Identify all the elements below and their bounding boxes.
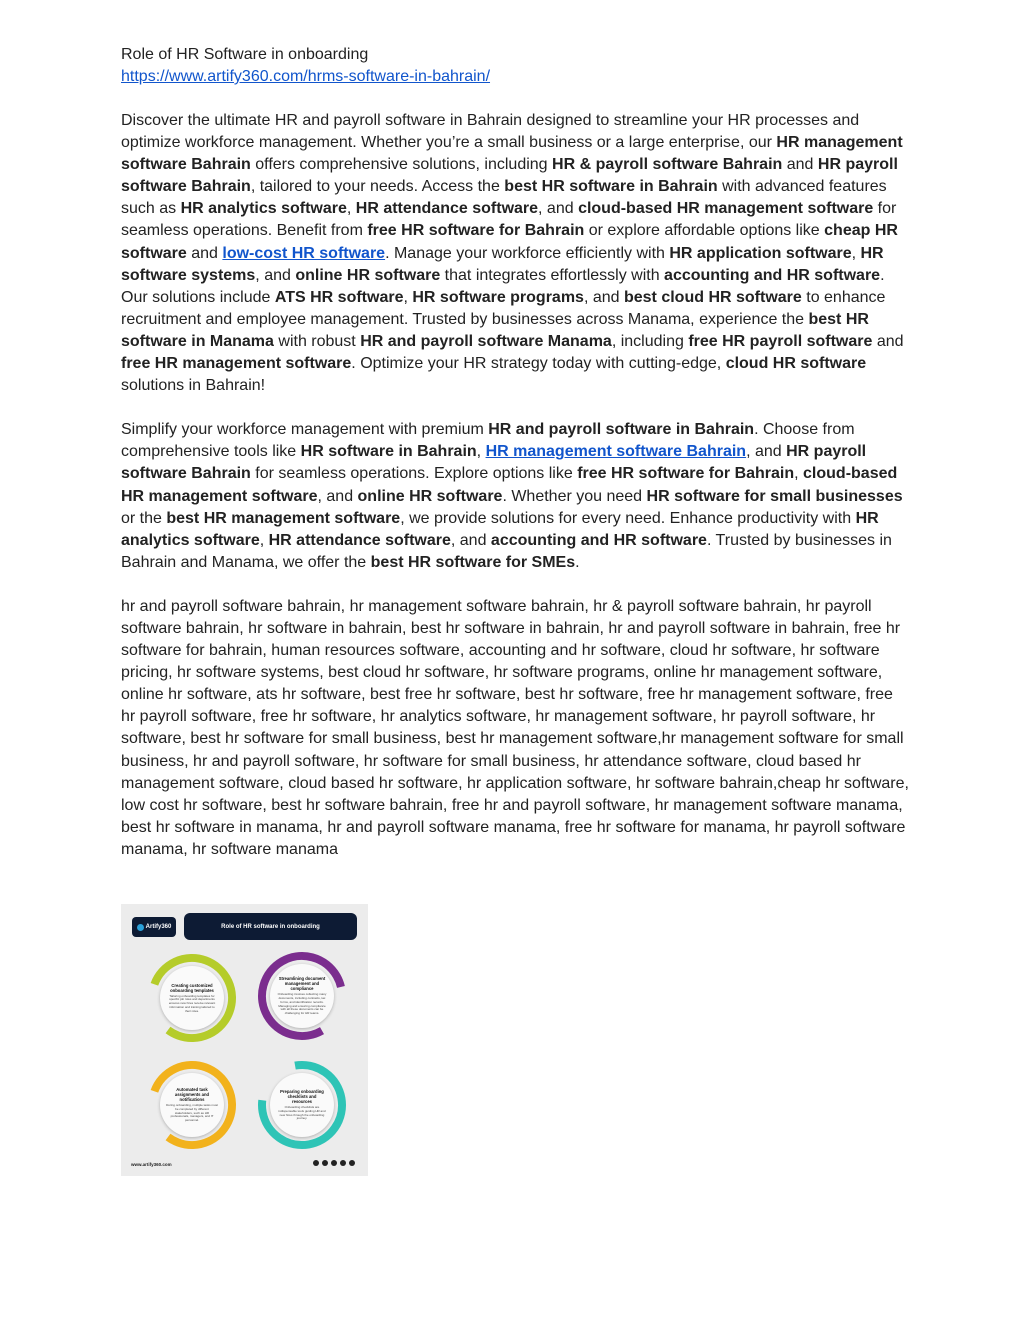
- bold-keyword: free HR software for Bahrain: [367, 222, 585, 240]
- source-url-link[interactable]: https://www.artify360.com/hrms-software-in-bahrain/: [121, 68, 491, 85]
- text-run: . Whether you need: [502, 487, 647, 505]
- bold-keyword: HR attendance software: [268, 531, 451, 549]
- text-run: offers comprehensive solutions, including: [250, 156, 553, 174]
- text-run: , we provide solutions for every need. Enhance productivity with: [400, 509, 856, 527]
- keyword-link[interactable]: HR management software Bahrain: [485, 443, 747, 461]
- text-run: , and: [317, 487, 358, 505]
- text-run: ,: [794, 465, 804, 483]
- item-desc: Onboarding checklists are indispensable tools guiding HR and new hires through the onboarding journey.: [278, 1104, 326, 1121]
- text-run: , and: [450, 531, 491, 549]
- text-run: or the: [121, 509, 167, 527]
- infographic-footer-url: www.artify360.com: [131, 1162, 172, 1167]
- text-run: . Optimize your HR strategy today with cutting-edge,: [351, 355, 726, 373]
- text-run: , and: [538, 200, 579, 218]
- social-icons: [313, 1160, 355, 1166]
- bold-keyword: best HR software for SMEs: [370, 553, 576, 571]
- bold-keyword: HR software in Bahrain: [300, 443, 477, 461]
- text-run: or explore affordable options like: [584, 222, 825, 240]
- item-desc: Onboarding involves collecting many documents, including contracts, tax forms, and identification records. Managing and ensuring compliance with all these documents can be challenging for HR teams.: [277, 992, 327, 1016]
- bold-keyword: free HR payroll software: [688, 332, 873, 350]
- item-heading: Creating customized onboarding templates: [170, 982, 214, 993]
- twitter-icon: [331, 1160, 337, 1166]
- item-desc: Tailoring onboarding templates for specific job roles and departments ensures new hires receive relevant information and training tailored to their roles.: [168, 993, 216, 1013]
- infographic-item-documents: [256, 950, 348, 1042]
- text-run: for seamless operations. Benefit from: [121, 200, 897, 240]
- infographic-item-templates: [146, 952, 238, 1044]
- bold-keyword: best cloud HR software: [623, 288, 802, 306]
- bold-keyword: cheap HR software: [121, 222, 898, 262]
- document-body: [121, 44, 911, 861]
- instagram-icon: [322, 1160, 328, 1166]
- linkedin-icon: [340, 1160, 346, 1166]
- bold-keyword: HR payroll software Bahrain: [121, 156, 898, 196]
- infographic-item-tasks: [146, 1059, 238, 1151]
- bold-keyword: accounting and HR software: [490, 531, 707, 549]
- bold-keyword: online HR software: [357, 487, 503, 505]
- bold-keyword: HR software programs: [412, 288, 584, 306]
- bold-keyword: online HR software: [295, 266, 441, 284]
- bold-keyword: HR and payroll software Manama: [360, 332, 612, 350]
- text-run: ,: [346, 200, 356, 218]
- bold-keyword: accounting and HR software: [664, 266, 881, 284]
- text-run: . Manage your workforce efficiently with: [385, 244, 670, 262]
- text-run: ,: [403, 288, 413, 306]
- bold-keyword: ATS HR software: [274, 288, 404, 306]
- bold-keyword: HR software systems: [121, 244, 884, 284]
- text-run: ,: [851, 244, 861, 262]
- item-desc: During onboarding, multiple tasks must be completed by different stakeholders, such as HR professionals, managers, and IT personnel.: [166, 1103, 218, 1123]
- bold-keyword: best HR management software: [166, 509, 401, 527]
- text-run: that integrates effortlessly with: [440, 266, 665, 284]
- bold-keyword: cloud-based HR management software: [578, 200, 874, 218]
- youtube-icon: [349, 1160, 355, 1166]
- text-run: Simplify your workforce management with premium: [121, 421, 489, 439]
- text-run: Discover the ultimate HR and payroll software in Bahrain designed to streamline your HR processes and optimize workforce management. Whether you’re a small business or a large enterprise, our: [121, 112, 860, 152]
- bold-keyword: HR payroll software Bahrain: [121, 443, 867, 483]
- paragraph-keywords: hr and payroll software bahrain, hr management software bahrain, hr & payroll software bahrain, hr payroll software bahrain, hr software in bahrain, best hr software in bahrain, hr and payroll software in bahrain, free hr software for bahrain, human resources software, accounting and hr software, cloud hr software, hr software pricing, hr software systems, best cloud hr software, hr software programs, online hr management software, online hr software, ats hr software, best free hr software, best hr software, free hr management software, free hr payroll software, free hr software, hr analytics software, hr management software, hr payroll software, hr software, best hr software for small business, best hr management software,hr management software for small business, hr and payroll software, hr software for small business, hr attendance software, cloud based hr management software, cloud based hr software, hr application software, hr software bahrain,cheap hr software, low cost hr software, best hr software bahrain, free hr and payroll software, hr management software manama, best hr software in manama, hr and payroll software manama, free hr software for manama, hr payroll software manama, hr software manama: [121, 597, 909, 858]
- paragraph-simplify: [121, 419, 911, 574]
- text-run: , and: [255, 266, 296, 284]
- infographic-item-checklists: [256, 1059, 348, 1151]
- logo-text: Artify360: [145, 924, 172, 930]
- item-heading: Preparing onboarding checklists and resources: [280, 1088, 324, 1104]
- text-run: for seamless operations. Explore options like: [250, 465, 578, 483]
- bold-keyword: HR analytics software: [180, 200, 347, 218]
- text-run: to enhance recruitment and employee management. Trusted by businesses across Manama, experience the: [121, 288, 886, 328]
- text-run: , and: [746, 443, 787, 461]
- bold-keyword: HR analytics software: [121, 509, 879, 549]
- bold-keyword: HR attendance software: [355, 200, 539, 218]
- text-run: . Our solutions include: [121, 266, 885, 306]
- facebook-icon: [313, 1160, 319, 1166]
- text-run: , and: [583, 288, 624, 306]
- bold-keyword: free HR software for Bahrain: [577, 465, 795, 483]
- bold-keyword: best HR software in Manama: [121, 310, 869, 350]
- text-run: , including: [611, 332, 689, 350]
- logo-dot-icon: [137, 924, 144, 931]
- text-run: , tailored to your needs. Access the: [250, 178, 505, 196]
- text-run: with advanced features such as: [121, 178, 887, 218]
- text-run: solutions in Bahrain!: [121, 377, 266, 395]
- text-run: ,: [259, 531, 269, 549]
- bold-keyword: HR application software: [669, 244, 852, 262]
- bold-keyword: HR software for small businesses: [646, 487, 903, 505]
- item-heading: Streamlining document management and compliance: [278, 976, 326, 992]
- text-run: . Choose from comprehensive tools like: [121, 421, 855, 461]
- bold-keyword: HR & payroll software Bahrain: [552, 156, 783, 174]
- text-run: and: [782, 156, 818, 174]
- bold-keyword: free HR management software: [121, 355, 352, 373]
- text-run: and: [872, 332, 904, 350]
- text-run: . Trusted by businesses in Bahrain and Manama, we offer the: [121, 531, 892, 571]
- text-run: ,: [476, 443, 486, 461]
- bold-keyword: best HR software in Bahrain: [504, 178, 718, 196]
- bold-keyword: cloud-based HR management software: [121, 465, 898, 505]
- onboarding-infographic: [121, 904, 368, 1176]
- text-run: with robust: [273, 332, 361, 350]
- document-title: Role of HR Software in onboarding: [121, 46, 369, 63]
- bold-keyword: cloud HR software: [725, 355, 867, 373]
- item-heading: Automated task assignments and notifications: [174, 1087, 210, 1102]
- text-run: and: [186, 244, 223, 262]
- paragraph-intro: [121, 110, 911, 397]
- keyword-link[interactable]: low-cost HR software: [222, 244, 386, 262]
- artify360-logo: [132, 917, 176, 937]
- text-run: .: [575, 553, 580, 571]
- infographic-banner: Role of HR software in onboarding: [184, 913, 357, 940]
- bold-keyword: HR and payroll software in Bahrain: [488, 421, 755, 439]
- bold-keyword: HR management software Bahrain: [121, 134, 903, 174]
